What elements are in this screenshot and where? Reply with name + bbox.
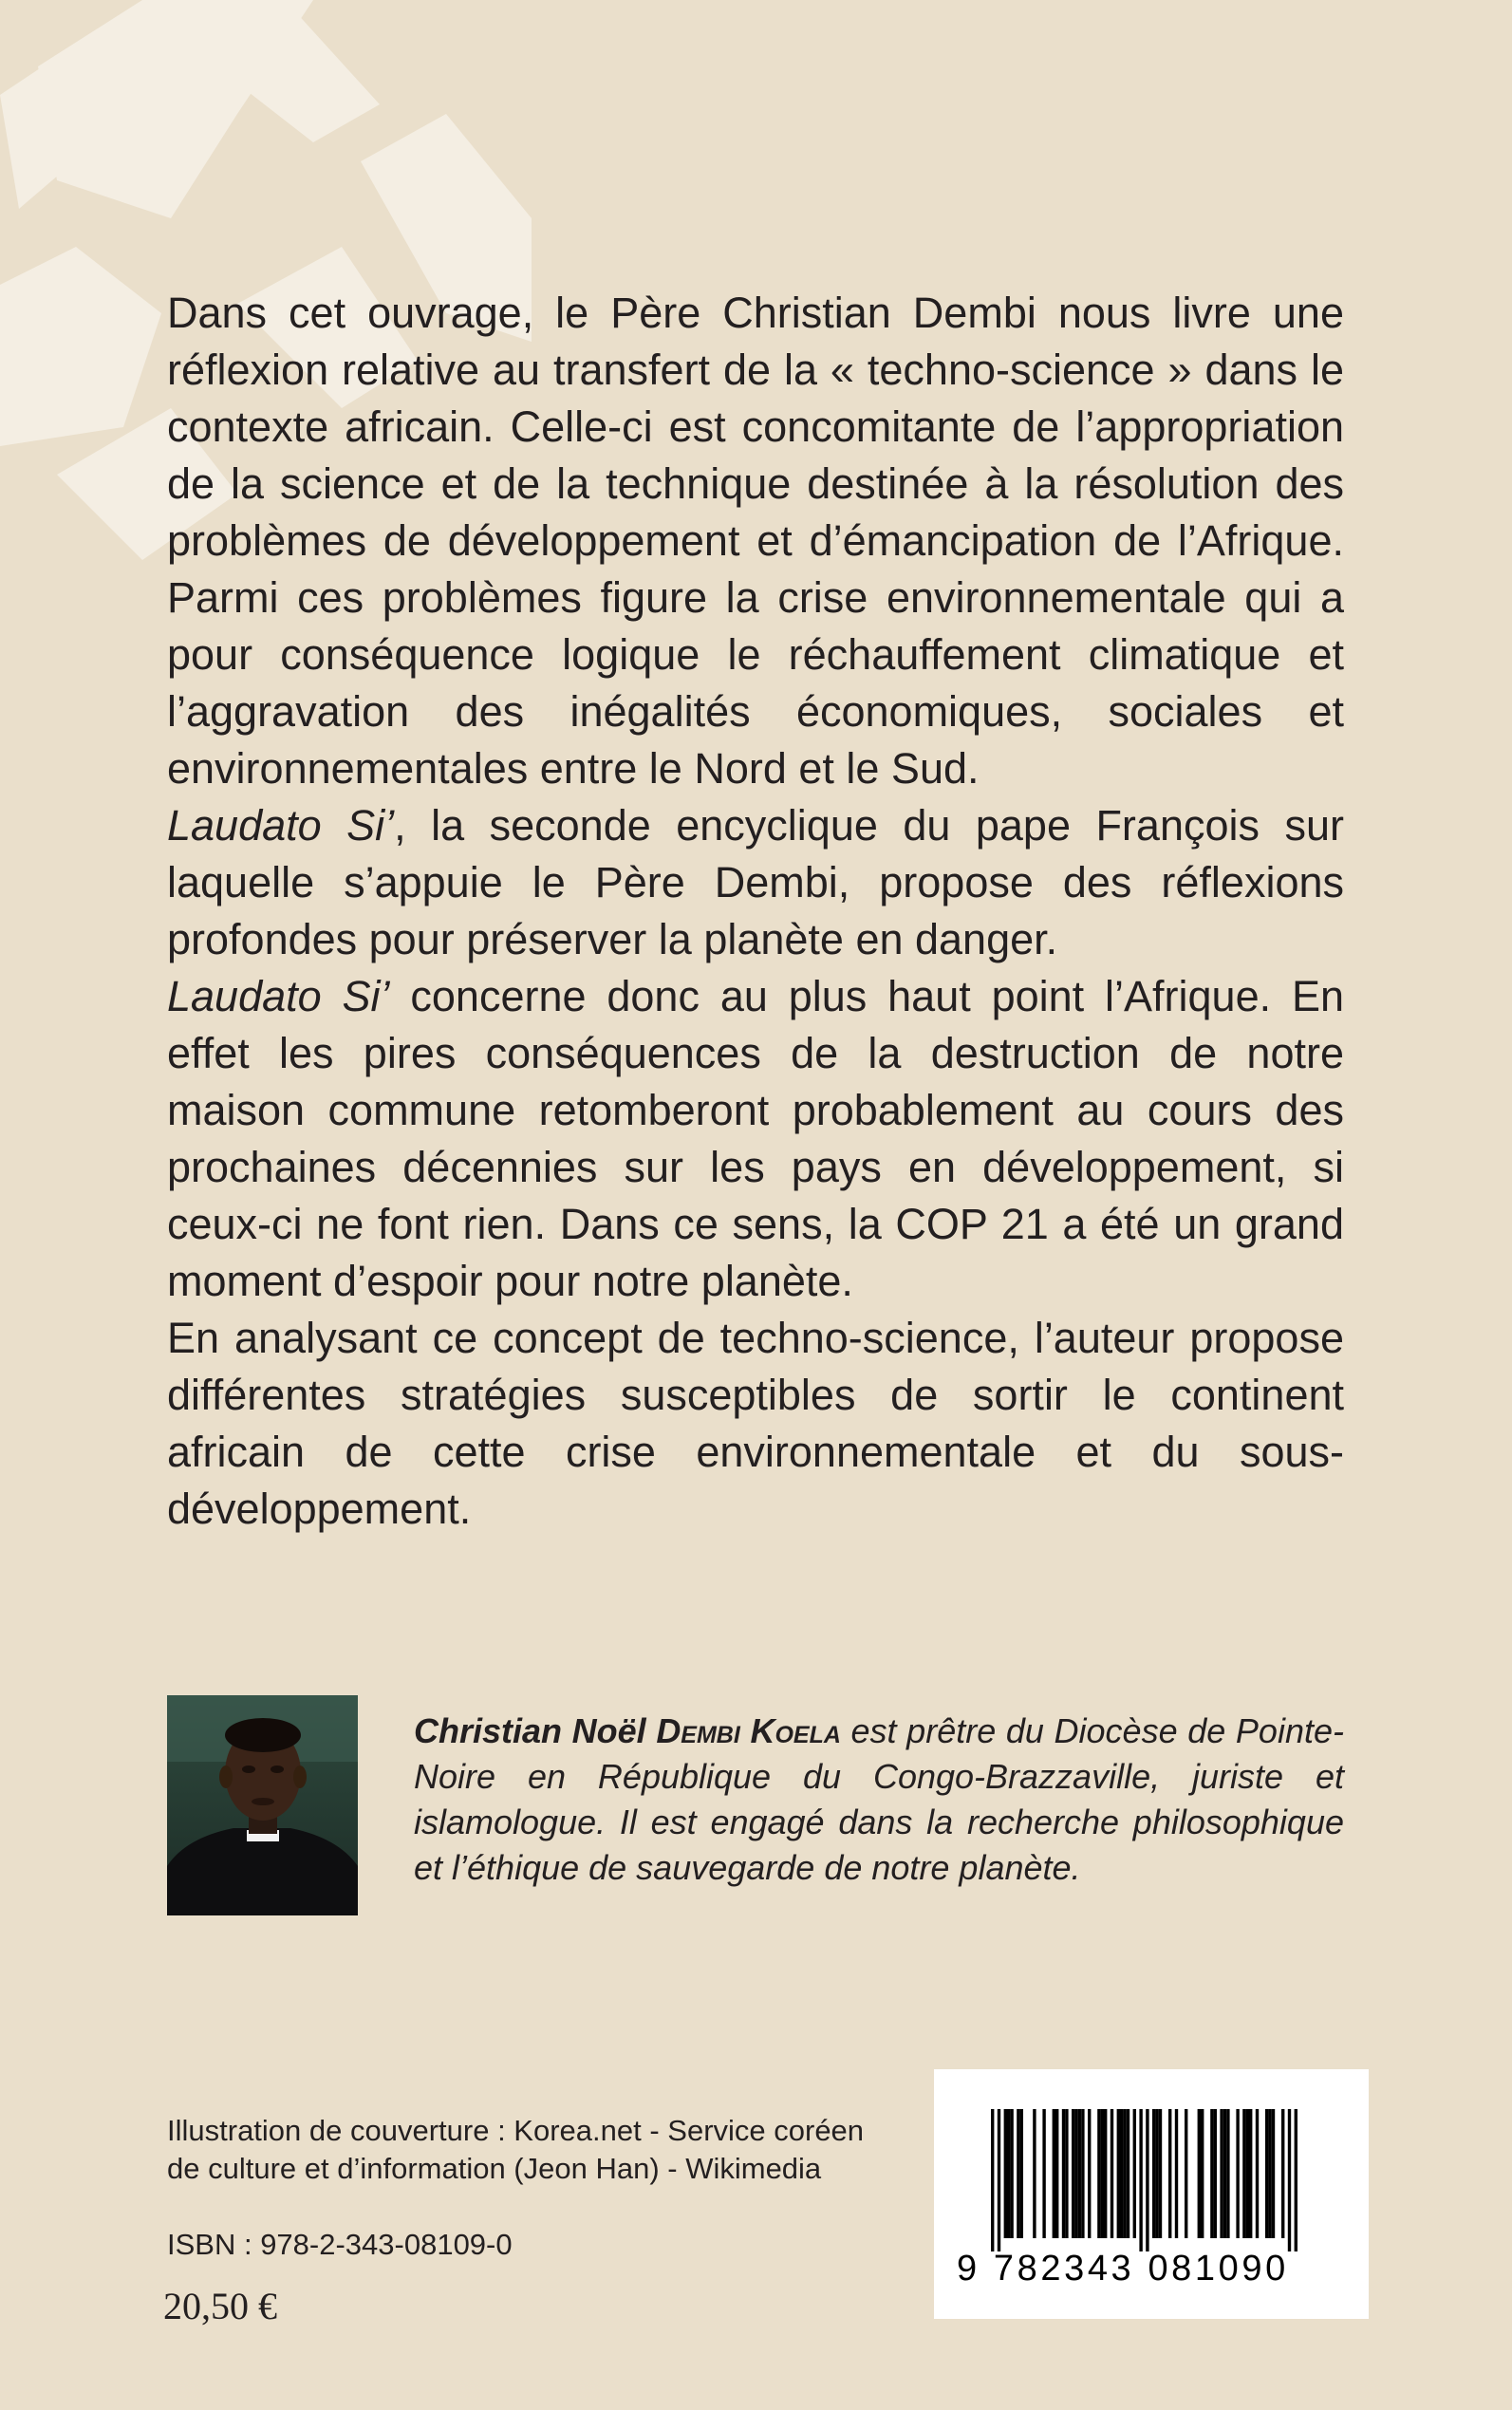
barcode-bar [1072, 2109, 1074, 2238]
barcode-bar [991, 2109, 994, 2251]
blurb-paragraph-1: Dans cet ouvrage, le Père Christian Dembi nous livre une réflexion relative au transfert de la « techno-science » dans le contexte africain. Celle-ci est concomitante de l’appropriation de la science et de la technique destinée à la résolution des problèmes de développement et d’émancipation de l’Afrique. Parmi ces problèmes figure la crise environnementale qui a pour conséquence logique le réchauffement climatique et l’aggravation des inégalités économiques, sociales et environnementales entre le Nord et le Sud. [167, 289, 1344, 793]
barcode-bar [1146, 2109, 1148, 2251]
barcode-bar [1081, 2109, 1084, 2238]
isbn: ISBN : 978-2-343-08109-0 [167, 2228, 513, 2261]
author-bio-text: est prêtre du Diocèse de Pointe-Noire en République du Congo-Brazzaville, juriste et islamologue. Il est engagé dans la recherche philosophique et l’éthique de sauvegarde de notre planète. [414, 1711, 1344, 1887]
barcode-bar [1265, 2109, 1268, 2238]
barcode-bar [1004, 2109, 1007, 2238]
barcode-bar [1097, 2109, 1100, 2238]
barcode-bar [1010, 2109, 1013, 2238]
author-first-names: Christian Noël [414, 1711, 657, 1750]
barcode-bar [1236, 2109, 1239, 2238]
barcode-bar [1281, 2109, 1284, 2238]
barcode-bar [998, 2109, 1000, 2251]
blurb-paragraph-3-text: concerne donc au plus haut point l’Afrique. En effet les pires conséquences de la destruction de notre maison commune retomberont probablement au cours des prochaines décennies sur les pays en développement, si ceux-ci ne font rien. Dans ce sens, la COP 21 a été un grand moment d’espoir pour notre planète. [167, 972, 1345, 1305]
barcode-bar [1120, 2109, 1123, 2238]
barcode-bar [1111, 2109, 1113, 2238]
price: 20,50 € [163, 2285, 277, 2327]
encyclical-title: Laudato Si’ [167, 972, 390, 1020]
credit-line-2: de culture et d’information (Jeon Han) - Wikimedia [167, 2152, 822, 2185]
blurb-paragraph-2-text: , la seconde encyclique du pape François sur laquelle s’appuie le Père Dembi, propose des réflexions profondes pour préserver la planète en danger. [167, 801, 1344, 963]
author-surname: Dembi Koela [656, 1711, 841, 1750]
barcode-bar [1053, 2109, 1055, 2238]
barcode-bar [1226, 2109, 1229, 2238]
barcode-bar [1214, 2109, 1217, 2238]
barcode-bar [1201, 2109, 1204, 2238]
barcode-bar [1042, 2109, 1045, 2238]
barcode-bar [1088, 2109, 1091, 2238]
barcode-bar [1159, 2109, 1162, 2238]
barcode-bar [1078, 2109, 1081, 2238]
author-bio [414, 1709, 1344, 1891]
barcode-bar [1249, 2109, 1252, 2238]
barcode-bar [1185, 2109, 1187, 2238]
barcode [934, 2069, 1369, 2319]
back-cover-blurb [167, 285, 1344, 1538]
barcode-bar [1033, 2109, 1036, 2238]
barcode-bar [1062, 2109, 1065, 2238]
barcode-bar [1152, 2109, 1155, 2238]
barcode-bar [1210, 2109, 1213, 2238]
blurb-paragraph-4: En analysant ce concept de techno-science, l’auteur propose différentes stratégies susceptibles de sortir le continent africain de cette crise environnementale et du sous-développement. [167, 1314, 1344, 1533]
barcode-bar [1123, 2109, 1126, 2238]
barcode-bar [1065, 2109, 1068, 2238]
barcode-bar [1223, 2109, 1226, 2238]
barcode-bar [1007, 2109, 1010, 2238]
barcode-bar [1272, 2109, 1275, 2238]
barcode-bar [1074, 2109, 1077, 2238]
barcode-bar [1220, 2109, 1223, 2238]
barcode-bar [1268, 2109, 1271, 2238]
barcode-bar [1133, 2109, 1136, 2238]
barcode-bar [1198, 2109, 1201, 2238]
barcode-bar [1288, 2109, 1291, 2251]
barcode-bars [991, 2109, 1314, 2251]
barcode-bar [1055, 2109, 1058, 2238]
barcode-bar [1242, 2109, 1245, 2238]
barcode-bar [1168, 2109, 1171, 2238]
blurb-paragraph-3 [167, 968, 1344, 1310]
encyclical-title: Laudato Si’ [167, 801, 395, 850]
blurb-paragraph-2 [167, 797, 1344, 968]
barcode-bar [1256, 2109, 1259, 2238]
barcode-bar [1155, 2109, 1158, 2238]
barcode-bar [1127, 2109, 1129, 2238]
barcode-bar [1101, 2109, 1104, 2238]
author-photo [167, 1695, 358, 1915]
barcode-bar [1295, 2109, 1297, 2251]
barcode-bar [1117, 2109, 1120, 2238]
barcode-bar [1104, 2109, 1107, 2238]
barcode-bar [1139, 2109, 1142, 2251]
barcode-digits: 9 782343 081090 [957, 2249, 1289, 2289]
barcode-bar [1017, 2109, 1019, 2238]
barcode-bar [1175, 2109, 1178, 2238]
barcode-bar [1246, 2109, 1249, 2238]
barcode-bar [1020, 2109, 1023, 2238]
credit-line-1: Illustration de couverture : Korea.net - Service coréen [167, 2114, 865, 2147]
cover-illustration-credit [167, 2112, 864, 2188]
